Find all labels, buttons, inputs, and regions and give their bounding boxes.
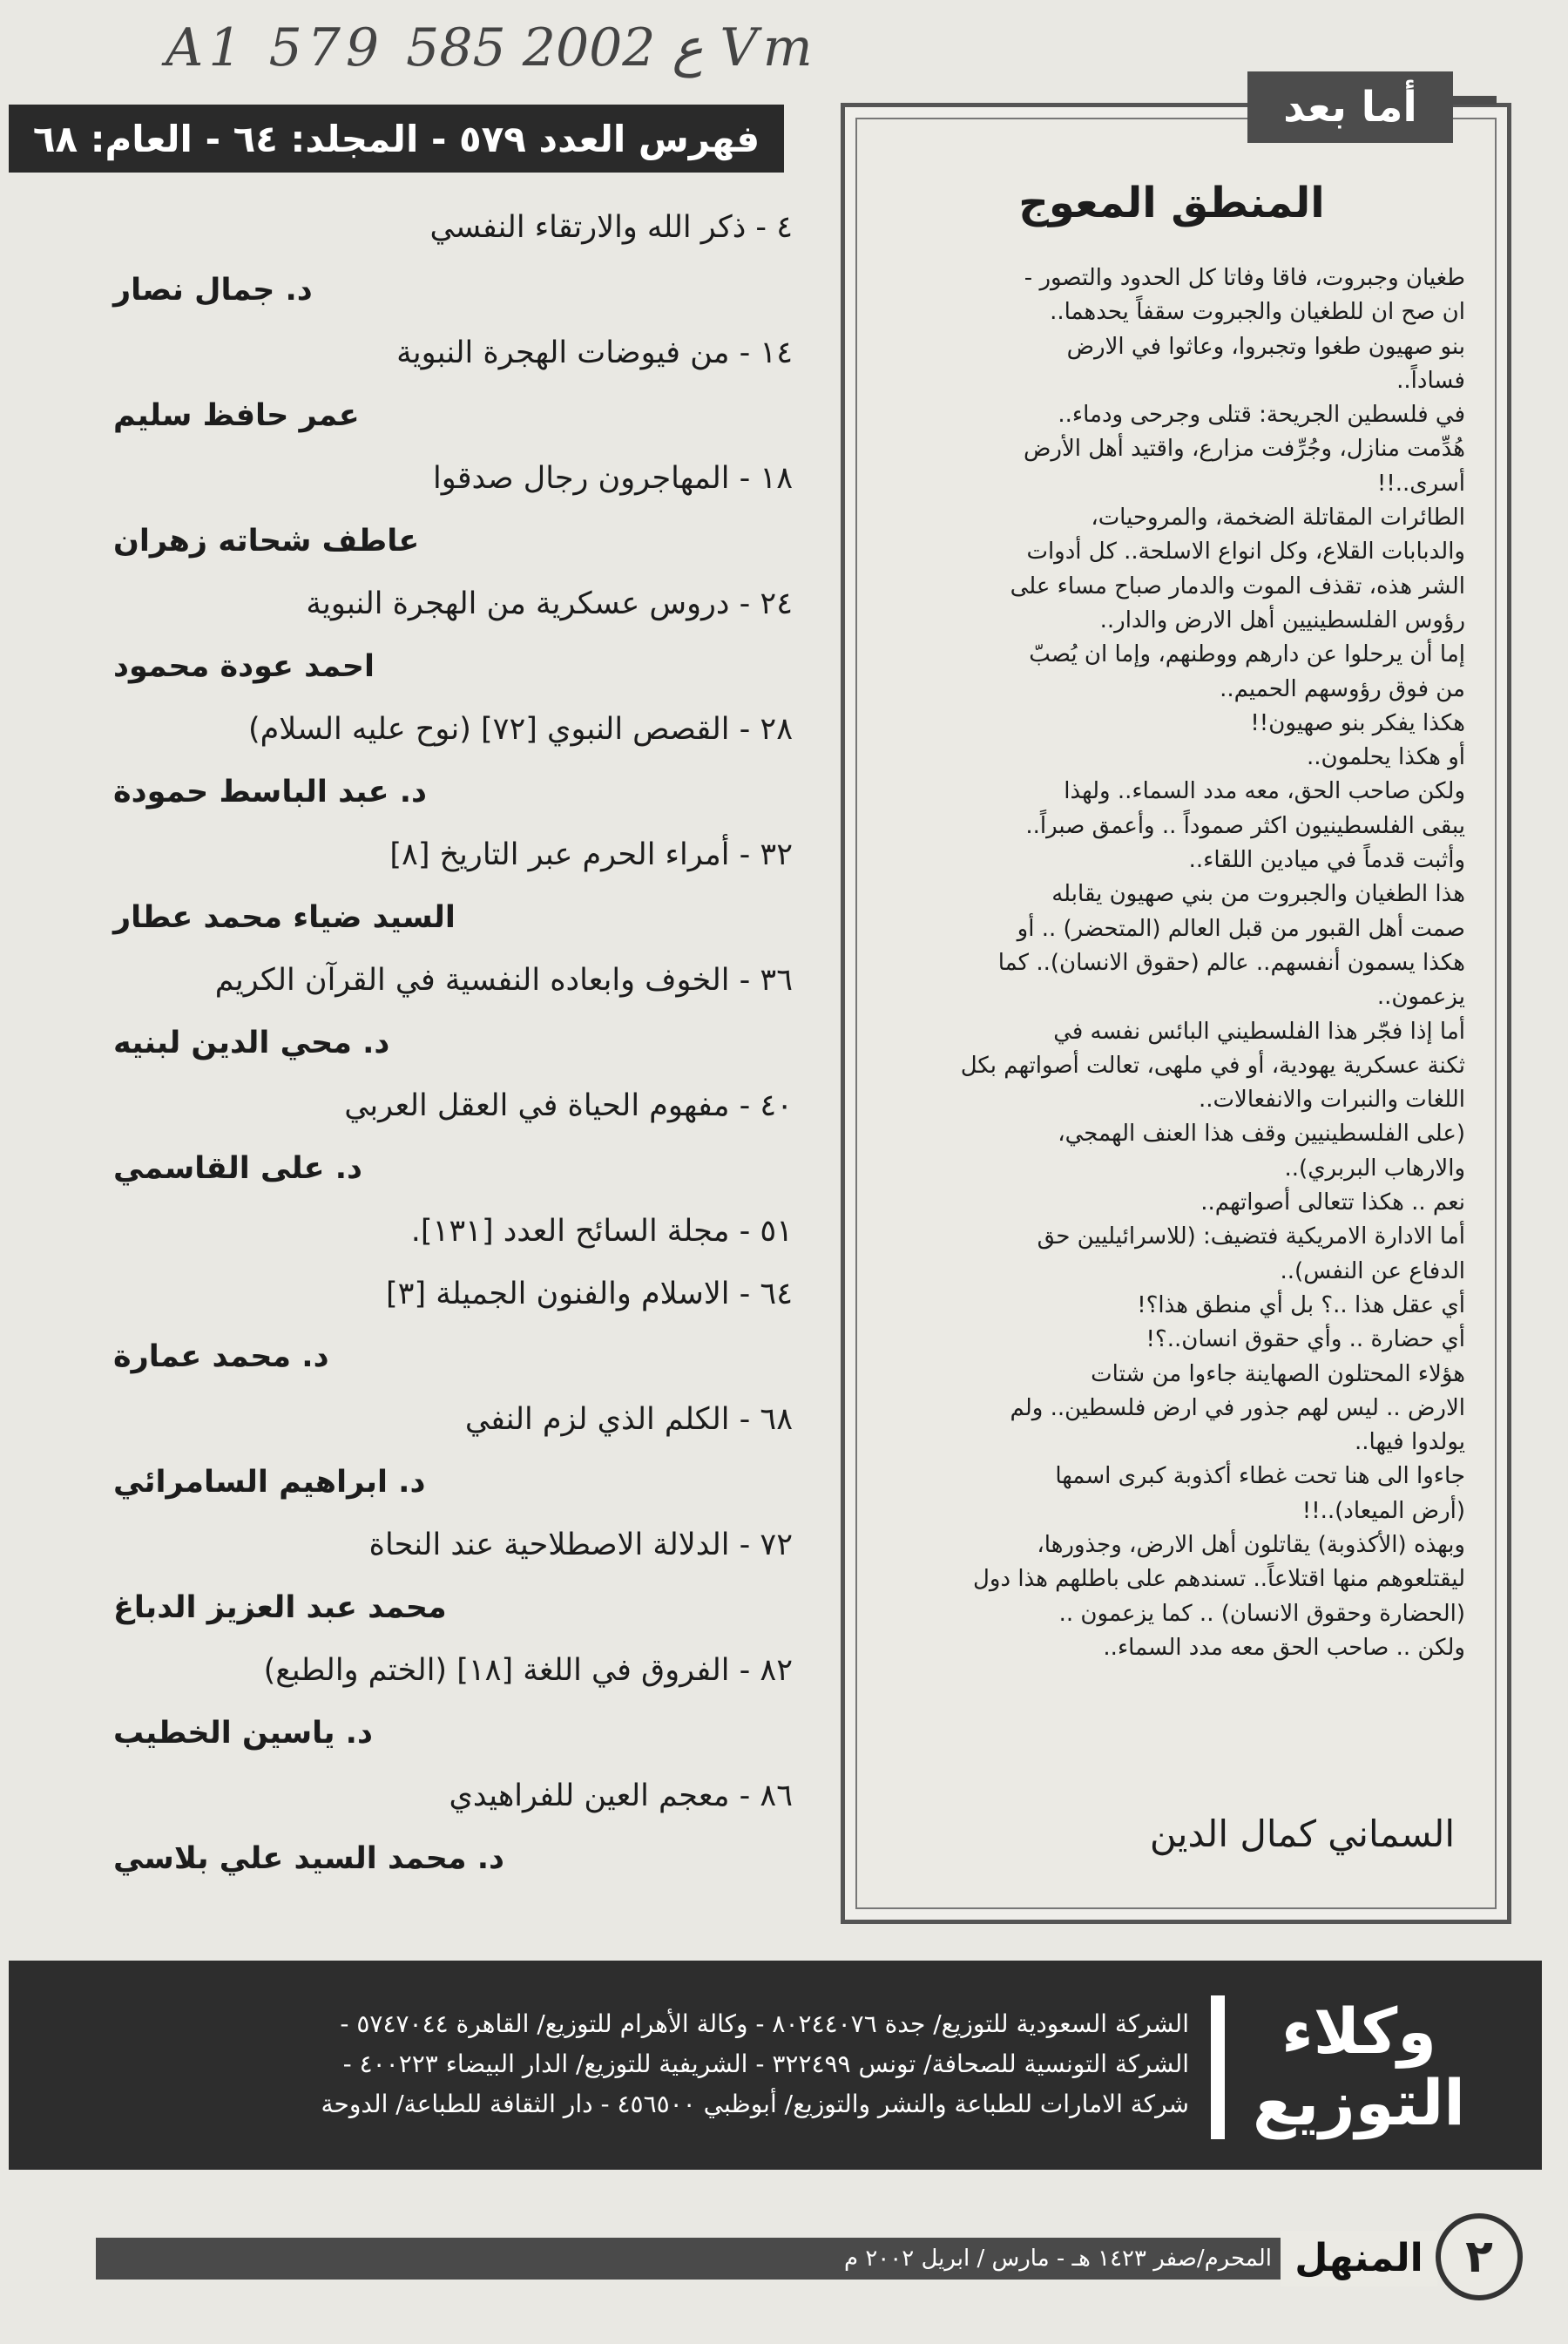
editorial-tab-rule: [1453, 96, 1497, 105]
distribution-divider: [1211, 1995, 1225, 2139]
editorial-line: جاءوا الى هنا تحت غطاء أكذوبة كبرى اسمها: [1055, 1463, 1465, 1490]
toc-entry-title: ٤ - ذكر الله والارتقاء النفسي: [429, 210, 793, 245]
distribution-band: [9, 1961, 1542, 2170]
index-banner: [9, 105, 784, 173]
toc-author: د. عبد الباسط حمودة: [113, 775, 427, 810]
editorial-line: هكذا يسمون أنفسهم.. عالم (حقوق الانسان).. كما: [997, 949, 1465, 976]
editorial-line: هؤلاء المحتلون الصهاينة جاءوا من شتات: [1091, 1360, 1465, 1387]
editorial-line: يزعمون..: [1376, 984, 1465, 1011]
editorial-section-tab: [1247, 71, 1453, 143]
toc-author: د. محي الدين لبنيه: [113, 1026, 390, 1060]
toc-author: د. ياسين الخطيب: [113, 1716, 373, 1751]
toc-entry-title: ٦٤ - الاسلام والفنون الجميلة [٣]: [385, 1277, 793, 1311]
editorial-line: في فلسطين الجريحة: قتلى وجرحى ودماء..: [1058, 402, 1465, 429]
distribution-heading-line-2: التوزيع: [1253, 2066, 1465, 2139]
toc-entry-title: ٢٤ - دروس عسكرية من الهجرة النبوية: [306, 586, 793, 621]
editorial-body: [880, 261, 1465, 1665]
editorial-line: والارهاب البربري)..: [1284, 1155, 1465, 1182]
toc-entry-title: ٢٨ - القصص النبوي [٧٢] (نوح عليه السلام): [247, 712, 793, 747]
editorial-line: طغيان وجبروت، فاقا وفاتا كل الحدود والتصور -: [1024, 265, 1465, 291]
toc-author: احمد عودة محمود: [113, 649, 375, 684]
toc-entry-title: ٣٢ - أمراء الحرم عبر التاريخ [٨]: [389, 837, 793, 872]
toc-author: د. ابراهيم السامرائي: [113, 1465, 426, 1500]
distribution-agent-line: شركة الامارات للطباعة والنشر والتوزيع/ أبوظبي ٤٥٦٥٠٠ - دار الثقافة للطباعة/ الدوحة: [321, 2090, 1189, 2118]
editorial-line: والدبابات القلاع، وكل انواع الاسلحة.. كل أدوات: [1026, 539, 1465, 566]
editorial-line: ولكن .. صاحب الحق معه مدد السماء..: [1103, 1634, 1465, 1661]
editorial-line: اللغات والنبرات والانفعالات..: [1199, 1087, 1465, 1114]
toc-entry-title: ٨٢ - الفروق في اللغة [١٨] (الختم والطبع): [263, 1653, 793, 1688]
editorial-line: هكذا يفكر بنو صهيون!!: [1250, 709, 1465, 736]
editorial-line: الدفاع عن النفس)..: [1280, 1257, 1465, 1284]
editorial-line: (الحضارة وحقوق الانسان) .. كما يزعمون ..: [1058, 1600, 1465, 1627]
editorial-line: أما إذا فجّر هذا الفلسطيني البائس نفسه في: [1053, 1018, 1465, 1045]
editorial-line: أما الادارة الامريكية فتضيف: (للاسرائيليين حق: [1037, 1223, 1465, 1250]
editorial-line: أي عقل هذا ..؟ بل أي منطق هذا؟!: [1137, 1291, 1465, 1318]
distribution-agent-line: الشركة التونسية للصحافة/ تونس ٣٢٢٤٩٩ - الشريفية للتوزيع/ الدار البيضاء ٤٠٠٢٢٣ -: [342, 2049, 1189, 2078]
toc-entry-title: ١٤ - من فيوضات الهجرة النبوية: [396, 335, 793, 370]
editorial-line: (أرض الميعاد)..!!: [1301, 1497, 1465, 1524]
editorial-line: صمت أهل القبور من قبل العالم (المتحضر) .. أو: [1017, 915, 1465, 942]
editorial-line: هُدِّمت منازل، وجُرِّفت مزارع، واقتيد أهل الأرض: [1023, 436, 1465, 463]
distribution-heading-line-1: وكلاء: [1281, 1995, 1437, 2068]
distribution-heading: [1228, 1995, 1490, 2138]
editorial-line: ثكنة عسكرية يهودية، أو في ملهى، تعالت أصواتهم بكل: [960, 1052, 1465, 1079]
editorial-line: رؤوس الفلسطينيين أهل الارض والدار..: [1099, 606, 1465, 633]
toc-entry-title: ٥١ - مجلة السائح العدد [١٣١].: [410, 1214, 793, 1249]
table-of-contents: [105, 196, 793, 1890]
editorial-line: ولكن صاحب الحق، معه مدد السماء.. ولهذا: [1064, 778, 1465, 805]
issue-date: المحرم/صفر ١٤٢٣ هـ - مارس / ابريل ٢٠٠٢ م: [843, 2246, 1272, 2272]
editorial-line: وبهذه (الأكذوبة) يقاتلون أهل الارض، وجذورها،: [1037, 1531, 1465, 1558]
toc-author: د. محمد عمارة: [113, 1339, 329, 1374]
toc-author: د. جمال نصار: [113, 273, 313, 308]
editorial-line: نعم .. هكذا تتعالى أصواتهم..: [1200, 1189, 1465, 1216]
editorial-line: يبقى الفلسطينيون اكثر صموداً .. وأعمق صبراً..: [1025, 812, 1465, 839]
toc-author: د. على القاسمي: [113, 1151, 362, 1186]
toc-entry-title: ٧٢ - الدلالة الاصطلاحية عند النحاة: [368, 1528, 793, 1562]
editorial-line: أو هكذا يحلمون..: [1307, 744, 1465, 771]
section-tab-label: أما بعد: [1283, 83, 1417, 132]
toc-author: عمر حافظ سليم: [113, 398, 360, 433]
handwritten-annotation: A1 579 ع 2002 585 Vm: [166, 17, 818, 78]
editorial-line: هذا الطغيان والجبروت من بني صهيون يقابله: [1051, 881, 1465, 908]
editorial-line: فساداً..: [1396, 367, 1465, 394]
editorial-line: من فوق رؤوسهم الحميم..: [1220, 675, 1465, 702]
magazine-logo: المنهل: [1281, 2231, 1437, 2286]
distribution-agents: [96, 2004, 1189, 2124]
toc-entry-title: ١٨ - المهاجرون رجال صدقوا: [433, 461, 793, 496]
toc-author: السيد ضياء محمد عطار: [113, 900, 456, 935]
page-number: ٢: [1436, 2213, 1523, 2300]
toc-entry-title: ٦٨ - الكلم الذي لزم النفي: [464, 1402, 793, 1437]
toc-entry-title: ٣٦ - الخوف وابعاده النفسية في القرآن الكريم: [214, 963, 793, 998]
editorial-line: (على الفلسطينيين وقف هذا العنف الهمجي،: [1058, 1121, 1465, 1148]
editorial-line: الشر هذه، تقذف الموت والدمار صباح مساء على: [1010, 572, 1465, 600]
editorial-line: الطائرات المقاتلة الضخمة، والمروحيات،: [1091, 505, 1465, 532]
editorial-author: السماني كمال الدين: [1149, 1812, 1455, 1855]
editorial-line: ان صح ان للطغيان والجبروت سقفاً يحدهما..: [1050, 299, 1465, 326]
toc-author: د. محمد السيد علي بلاسي: [113, 1841, 504, 1876]
toc-entry-title: ٤٠ - مفهوم الحياة في العقل العربي: [344, 1088, 793, 1123]
editorial-title: المنطق المعوج: [1018, 179, 1325, 227]
distribution-agent-line: الشركة السعودية للتوزيع/ جدة ٨٠٢٤٤٠٧٦ - وكالة الأهرام للتوزيع/ القاهرة ٥٧٤٧٠٤٤ -: [340, 2009, 1189, 2038]
editorial-line: ليقتلعوهم منها اقتلاعاً.. تسندهم على باطلهم هذا دول: [973, 1566, 1465, 1593]
editorial-line: أي حضارة .. وأي حقوق انسان..؟!: [1146, 1326, 1465, 1353]
toc-author: محمد عبد العزيز الدباغ: [113, 1590, 447, 1625]
editorial-line: وأثبت قدماً في ميادين اللقاء..: [1188, 847, 1465, 874]
editorial-line: الارض .. ليس لهم جذور في ارض فلسطين.. ولم: [1010, 1394, 1465, 1421]
toc-author: عاطف شحاته زهران: [113, 524, 420, 559]
editorial-line: بنو صهيون طغوا وتجبروا، وعاثوا في الارض: [1066, 333, 1465, 360]
editorial-line: إما أن يرحلوا عن دارهم ووطنهم، وإما ان يُصبّ: [1029, 641, 1465, 668]
toc-entry-title: ٨٦ - معجم العين للفراهيدي: [449, 1778, 793, 1813]
index-banner-text: فهرس العدد ٥٧٩ - المجلد: ٦٤ - العام: ٦٨: [32, 117, 760, 160]
editorial-line: أسرى..!!: [1376, 470, 1465, 497]
editorial-line: يولدوا فيها..: [1355, 1429, 1465, 1456]
